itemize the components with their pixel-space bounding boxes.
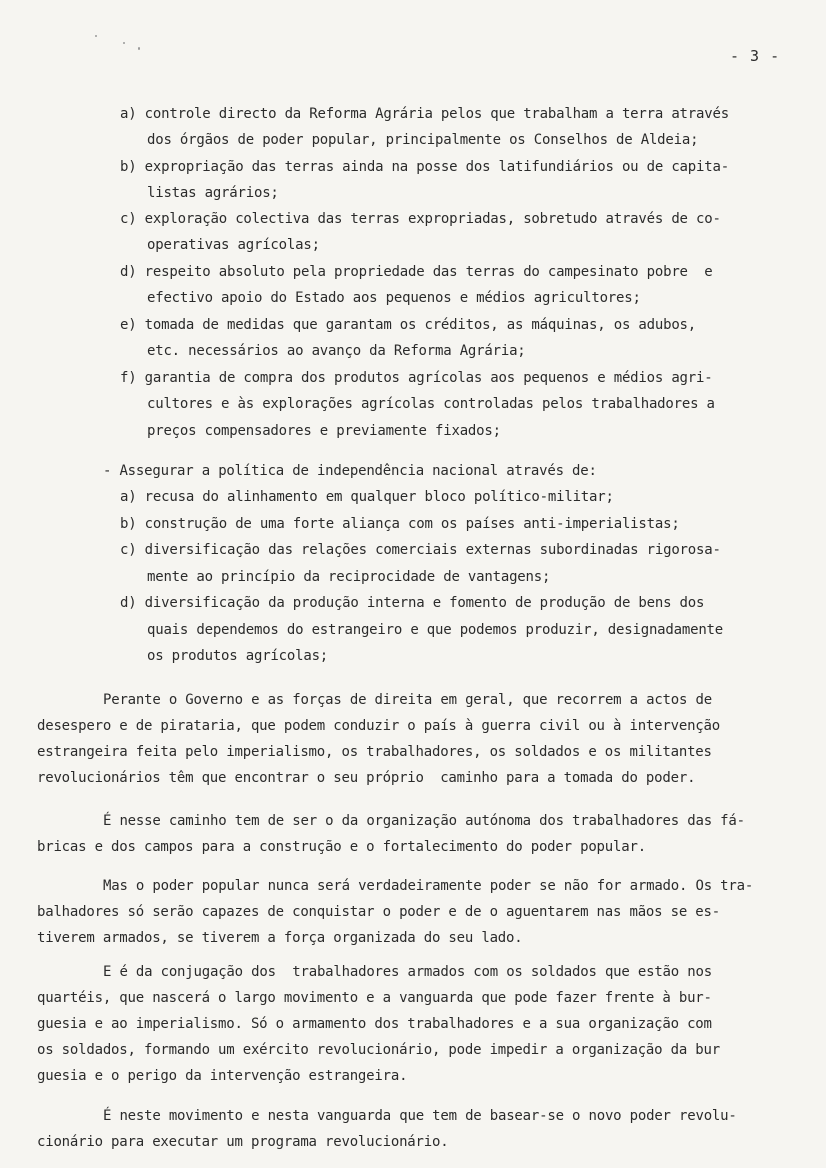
paragraph-line: os soldados, formando um exército revolucionário, pode impedir a organização da bur bbox=[37, 1042, 720, 1058]
list-item: d) diversificação da produção interna e fomento de produção de bens dos bbox=[120, 595, 705, 611]
list-item: etc. necessários ao avanço da Reforma Agrária; bbox=[147, 343, 526, 359]
paragraph-line: quartéis, que nascerá o largo movimento e a vanguarda que pode fazer frente à bur- bbox=[37, 990, 712, 1006]
paragraph-line: cionário para executar um programa revolucionário. bbox=[37, 1134, 449, 1150]
paragraph-line: revolucionários têm que encontrar o seu próprio caminho para a tomada do poder. bbox=[37, 770, 696, 786]
scan-speck bbox=[138, 47, 140, 50]
scan-speck bbox=[95, 35, 97, 37]
section-heading: - Assegurar a política de independência nacional através de: bbox=[103, 463, 597, 479]
paragraph-line: Perante o Governo e as forças de direita em geral, que recorrem a actos de bbox=[103, 692, 712, 708]
list-item: e) tomada de medidas que garantam os créditos, as máquinas, os adubos, bbox=[120, 317, 697, 333]
list-item: preços compensadores e previamente fixados; bbox=[147, 423, 501, 439]
paragraph-line: Mas o poder popular nunca será verdadeiramente poder se não for armado. Os tra- bbox=[103, 878, 754, 894]
list-item: d) respeito absoluto pela propriedade das terras do campesinato pobre e bbox=[120, 264, 713, 280]
paragraph-line: desespero e de pirataria, que podem conduzir o país à guerra civil ou à intervenção bbox=[37, 718, 720, 734]
scan-speck bbox=[123, 42, 125, 44]
list-item: cultores e às explorações agrícolas controladas pelos trabalhadores a bbox=[147, 396, 715, 412]
list-item: mente ao princípio da reciprocidade de vantagens; bbox=[147, 569, 551, 585]
paragraph-line: balhadores só serão capazes de conquistar o poder e de o aguentarem nas mãos se es- bbox=[37, 904, 720, 920]
list-item: quais dependemos do estrangeiro e que podemos produzir, designadamente bbox=[147, 622, 724, 638]
list-item: dos órgãos de poder popular, principalmente os Conselhos de Aldeia; bbox=[147, 132, 699, 148]
paragraph-line: E é da conjugação dos trabalhadores armados com os soldados que estão nos bbox=[103, 964, 712, 980]
paragraph-line: tiverem armados, se tiverem a força organizada do seu lado. bbox=[37, 930, 523, 946]
list-item: efectivo apoio do Estado aos pequenos e médios agricultores; bbox=[147, 290, 641, 306]
paragraph-line: guesia e o perigo da intervenção estrangeira. bbox=[37, 1068, 408, 1084]
paragraph-line: bricas e dos campos para a construção e o fortalecimento do poder popular. bbox=[37, 839, 646, 855]
list-item: os produtos agrícolas; bbox=[147, 648, 329, 664]
paragraph-line: É neste movimento e nesta vanguarda que tem de basear-se o novo poder revolu- bbox=[103, 1108, 737, 1124]
paragraph-line: estrangeira feita pelo imperialismo, os trabalhadores, os soldados e os militantes bbox=[37, 744, 712, 760]
list-item: c) diversificação das relações comerciais externas subordinadas rigorosa- bbox=[120, 542, 721, 558]
list-item: c) exploração colectiva das terras expropriadas, sobretudo através de co- bbox=[120, 211, 721, 227]
list-item: a) recusa do alinhamento em qualquer bloco político-militar; bbox=[120, 489, 614, 505]
page-number: - 3 - bbox=[730, 47, 781, 65]
list-item: f) garantia de compra dos produtos agrícolas aos pequenos e médios agri- bbox=[120, 370, 713, 386]
list-item: a) controle directo da Reforma Agrária pelos que trabalham a terra através bbox=[120, 106, 729, 122]
list-item: operativas agrícolas; bbox=[147, 237, 320, 253]
paragraph-line: É nesse caminho tem de ser o da organização autónoma dos trabalhadores das fá- bbox=[103, 813, 745, 829]
list-item: b) construção de uma forte aliança com os países anti-imperialistas; bbox=[120, 516, 680, 532]
list-item: b) expropriação das terras ainda na posse dos latifundiários ou de capita- bbox=[120, 159, 729, 175]
paragraph-line: guesia e ao imperialismo. Só o armamento dos trabalhadores e a sua organização com bbox=[37, 1016, 712, 1032]
list-item: listas agrários; bbox=[147, 185, 279, 201]
